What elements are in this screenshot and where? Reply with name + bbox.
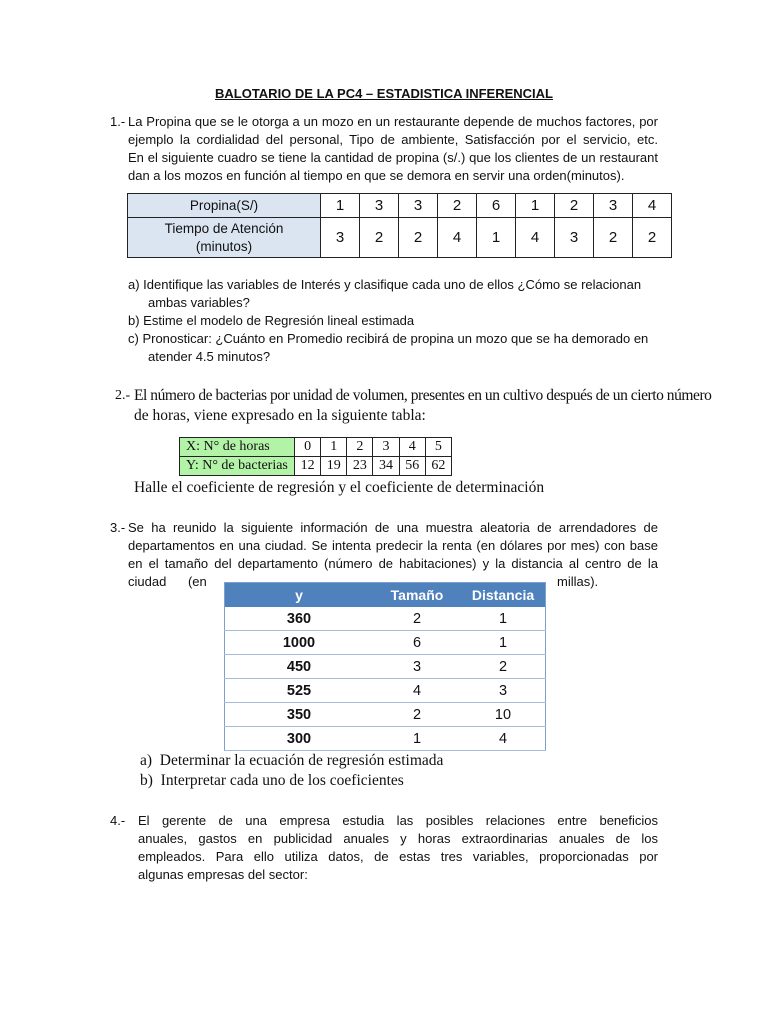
question-1-items [128, 276, 668, 366]
table-row [225, 679, 546, 703]
table-cell: 360 [225, 607, 374, 631]
table-cell: 12 [295, 457, 321, 476]
table-row [225, 703, 546, 727]
table-row-label: Propina(S/) [128, 194, 321, 218]
table-cell: 23 [347, 457, 373, 476]
table-cell: 3 [594, 194, 633, 218]
table-cell: 1 [321, 194, 360, 218]
table-cell: 6 [477, 194, 516, 218]
table-cell: 2 [399, 218, 438, 258]
rent-table [224, 582, 546, 751]
table-cell: 4 [438, 218, 477, 258]
list-item: ambas variables? [148, 295, 250, 310]
table-cell: 19 [321, 457, 347, 476]
question-1-line: En el siguiente cuadro se tiene la cantidad de propina (s/.) que los clientes de un restaurant [128, 150, 658, 165]
table-cell: 4 [399, 438, 425, 457]
table-cell: 2 [373, 703, 461, 727]
table-cell: 3 [461, 679, 546, 703]
question-4-line: El gerente de una empresa estudia las posibles relaciones entre beneficios [138, 813, 658, 828]
table-row [225, 655, 546, 679]
table-cell: 3 [321, 218, 360, 258]
table-cell: 1000 [225, 631, 374, 655]
list-item: b) Estime el modelo de Regresión lineal estimada [128, 313, 415, 328]
table-header: Distancia [461, 583, 546, 608]
table-cell: 4 [373, 679, 461, 703]
table-row-label: Tiempo de Atención (minutos) [128, 218, 321, 258]
table-cell: 5 [425, 438, 451, 457]
list-item: a) Identifique las variables de Interés y clasifique cada uno de ellos ¿Cómo se relacionan [128, 277, 642, 292]
table-row [180, 457, 452, 476]
table-cell: 450 [225, 655, 374, 679]
table-row-label: Y: N° de bacterias [180, 457, 295, 476]
table-cell: 4 [461, 727, 546, 751]
question-2-closing: Halle el coeficiente de regresión y el coeficiente de determinación [134, 479, 545, 496]
list-item: c) Pronosticar: ¿Cuánto en Promedio recibirá de propina un mozo que se ha demorado en [128, 331, 649, 346]
table-cell: 2 [373, 607, 461, 631]
list-item: atender 4.5 minutos? [148, 349, 271, 364]
table-cell: 3 [555, 218, 594, 258]
table-cell: 1 [321, 438, 347, 457]
question-4 [138, 812, 658, 884]
table-cell: 2 [438, 194, 477, 218]
table-cell: 1 [461, 631, 546, 655]
question-3-line-left: ciudad (en [128, 574, 207, 589]
table-row [180, 438, 452, 457]
question-3-line: Se ha reunido la siguiente información de una muestra aleatoria de arrendadores de [128, 520, 658, 535]
table-cell: 62 [425, 457, 451, 476]
table-row [225, 631, 546, 655]
question-1-line: La Propina que se le otorga a un mozo en un restaurante depende de muchos factores, por [128, 114, 658, 129]
table-cell: 1 [516, 194, 555, 218]
table-cell: 4 [516, 218, 555, 258]
question-2-line: de horas, viene expresado en la siguiente tabla: [134, 407, 426, 424]
question-2-line: El número de bacterias por unidad de volumen, presentes en un cultivo después de un cierto número [134, 387, 712, 404]
question-1-line: ejemplo la cordialidad del personal, Tipo de ambiente, Satisfacción por el servicio, etc. [128, 132, 658, 147]
question-3-line-right: millas). [557, 574, 599, 589]
question-3-line: departamentos en una ciudad. Se intenta predecir la renta (en dólares por mes) con base [128, 538, 658, 553]
table-cell: 2 [633, 218, 672, 258]
table-cell: 300 [225, 727, 374, 751]
list-item: a) Determinar la ecuación de regresión estimada [140, 752, 444, 769]
table-cell: 3 [360, 194, 399, 218]
question-1-number: 1.- [110, 114, 126, 129]
question-4-line: empleados. Para ello utiliza datos, de estas tres variables, proporcionadas por [138, 849, 658, 864]
table-cell: 3 [373, 655, 461, 679]
table-header: y [225, 583, 374, 608]
question-3-line: en el tamaño del departamento (número de habitaciones) y la distancia al centro de la [128, 556, 658, 571]
question-4-number: 4.- [110, 813, 126, 828]
table-row [225, 607, 546, 631]
question-4-line: algunas empresas del sector: [138, 867, 308, 882]
question-3-number: 3.- [110, 520, 126, 535]
table-cell: 525 [225, 679, 374, 703]
table-cell: 10 [461, 703, 546, 727]
table-header: Tamaño [373, 583, 461, 608]
question-3-items [140, 751, 640, 791]
table-cell: 2 [360, 218, 399, 258]
table-header-row [225, 583, 546, 608]
table-cell: 6 [373, 631, 461, 655]
page-title: BALOTARIO DE LA PC4 – ESTADISTICA INFERENCIAL [214, 86, 553, 101]
table-cell: 2 [594, 218, 633, 258]
table-row [128, 218, 672, 258]
question-1-line: dan a los mozos en función al tiempo en que se demora en servir una orden(minutos). [128, 168, 625, 183]
table-cell: 1 [373, 727, 461, 751]
table-row [225, 727, 546, 751]
question-3 [110, 519, 658, 573]
table-cell: 2 [555, 194, 594, 218]
table-row [128, 194, 672, 218]
question-2-number: 2.- [115, 388, 131, 403]
question-4-line: anuales, gastos en publicidad anuales y horas extraordinarias anuales de los [138, 831, 658, 846]
table-cell: 2 [461, 655, 546, 679]
table-cell: 34 [373, 457, 399, 476]
list-item: b) Interpretar cada uno de los coeficientes [140, 772, 404, 789]
table-cell: 56 [399, 457, 425, 476]
table-cell: 2 [347, 438, 373, 457]
table-cell: 3 [399, 194, 438, 218]
tips-table [127, 193, 672, 258]
table-cell: 0 [295, 438, 321, 457]
bacteria-table [179, 437, 452, 476]
table-cell: 1 [461, 607, 546, 631]
table-cell: 350 [225, 703, 374, 727]
table-cell: 3 [373, 438, 399, 457]
table-row-label: X: N° de horas [180, 438, 295, 457]
table-cell: 4 [633, 194, 672, 218]
table-cell: 1 [477, 218, 516, 258]
question-1 [110, 113, 658, 185]
